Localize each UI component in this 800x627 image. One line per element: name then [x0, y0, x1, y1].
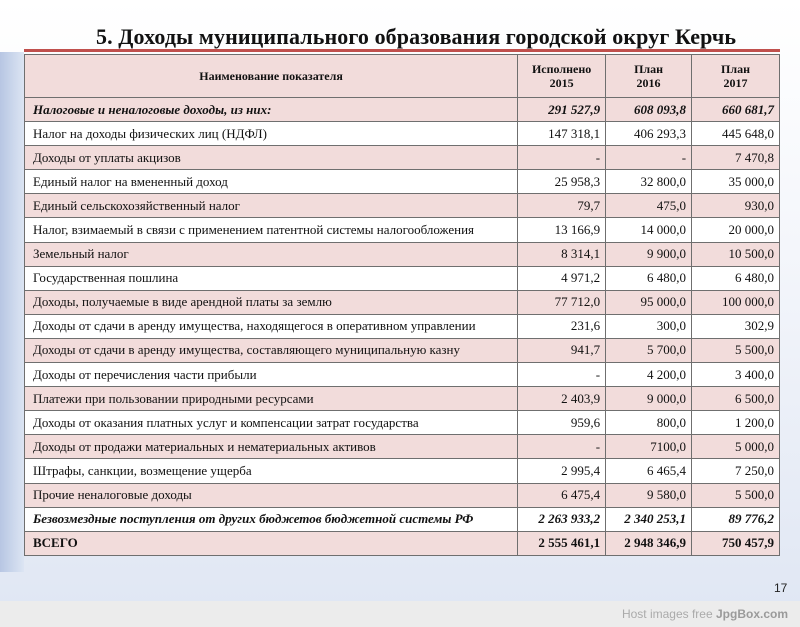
footer-watermark[interactable] — [622, 607, 788, 621]
table-row — [25, 218, 780, 242]
value-2015: 941,7 — [518, 338, 606, 362]
row-name: Налог, взимаемый в связи с применением патентной системы налогообложения — [25, 218, 518, 242]
value-2017: 302,9 — [692, 314, 780, 338]
table-row — [25, 338, 780, 362]
value-2015: 231,6 — [518, 314, 606, 338]
row-name: Доходы от перечисления части прибыли — [25, 363, 518, 387]
table-row — [25, 266, 780, 290]
table-row — [25, 314, 780, 338]
table-row — [25, 435, 780, 459]
header-plan-2017 — [692, 55, 780, 98]
decorative-left-band — [0, 52, 24, 572]
value-2016: 4 200,0 — [606, 363, 692, 387]
value-2015: 25 958,3 — [518, 170, 606, 194]
value-2017: 6 480,0 — [692, 266, 780, 290]
value-2015: - — [518, 146, 606, 170]
table-row — [25, 411, 780, 435]
value-2017: 5 500,0 — [692, 483, 780, 507]
footer-bar — [0, 601, 800, 627]
value-2015: - — [518, 435, 606, 459]
value-2015: 147 318,1 — [518, 122, 606, 146]
value-2017: 660 681,7 — [692, 98, 780, 122]
value-2016: 800,0 — [606, 411, 692, 435]
value-2016: 6 465,4 — [606, 459, 692, 483]
value-2016: 300,0 — [606, 314, 692, 338]
revenue-table — [24, 54, 780, 556]
header-plan-label: План — [634, 62, 664, 76]
value-2016: 95 000,0 — [606, 290, 692, 314]
value-2015: 13 166,9 — [518, 218, 606, 242]
row-name: Штрафы, санкции, возмещение ущерба — [25, 459, 518, 483]
row-name: Доходы от сдачи в аренду имущества, составляющего муниципальную казну — [25, 338, 518, 362]
value-2015: 2 263 933,2 — [518, 507, 606, 531]
value-2015: 8 314,1 — [518, 242, 606, 266]
value-2015: - — [518, 363, 606, 387]
value-2017: 750 457,9 — [692, 531, 780, 555]
header-plan-2016 — [606, 55, 692, 98]
table-row — [25, 146, 780, 170]
value-2017: 20 000,0 — [692, 218, 780, 242]
header-indicator-name: Наименование показателя — [25, 55, 518, 98]
value-2015: 2 995,4 — [518, 459, 606, 483]
value-2015: 959,6 — [518, 411, 606, 435]
value-2016: 6 480,0 — [606, 266, 692, 290]
value-2016: - — [606, 146, 692, 170]
value-2016: 608 093,8 — [606, 98, 692, 122]
row-name: Доходы от продажи материальных и нематериальных активов — [25, 435, 518, 459]
value-2016: 2 340 253,1 — [606, 507, 692, 531]
value-2017: 1 200,0 — [692, 411, 780, 435]
slide-title: 5. Доходы муниципального образования городской округ Керчь — [96, 24, 737, 49]
row-name: Безвозмездные поступления от других бюджетов бюджетной системы РФ — [25, 507, 518, 531]
row-name: Налоговые и неналоговые доходы, из них: — [25, 98, 518, 122]
header-executed-label: Исполнено — [531, 62, 592, 76]
header-plan-label: План — [721, 62, 750, 76]
footer-brand: JpgBox.com — [715, 607, 788, 621]
value-2017: 3 400,0 — [692, 363, 780, 387]
row-name: Налог на доходы физических лиц (НДФЛ) — [25, 122, 518, 146]
row-name: Платежи при пользовании природными ресурсами — [25, 387, 518, 411]
value-2017: 930,0 — [692, 194, 780, 218]
value-2016: 9 580,0 — [606, 483, 692, 507]
value-2016: 32 800,0 — [606, 170, 692, 194]
value-2016: 14 000,0 — [606, 218, 692, 242]
title-underline — [24, 49, 780, 52]
value-2017: 6 500,0 — [692, 387, 780, 411]
value-2016: 7100,0 — [606, 435, 692, 459]
row-name: Земельный налог — [25, 242, 518, 266]
footer-text-prefix: Host images free — [621, 607, 716, 621]
value-2017: 35 000,0 — [692, 170, 780, 194]
table-row — [25, 507, 780, 531]
value-2015: 291 527,9 — [518, 98, 606, 122]
value-2017: 5 500,0 — [692, 338, 780, 362]
value-2016: 9 000,0 — [606, 387, 692, 411]
table-row — [25, 122, 780, 146]
value-2017: 5 000,0 — [692, 435, 780, 459]
table-header-row — [25, 55, 780, 98]
row-name: Прочие неналоговые доходы — [25, 483, 518, 507]
table-row — [25, 459, 780, 483]
value-2017: 100 000,0 — [692, 290, 780, 314]
header-year-2017: 2017 — [723, 76, 748, 90]
table-row — [25, 242, 780, 266]
value-2015: 6 475,4 — [518, 483, 606, 507]
value-2015: 77 712,0 — [518, 290, 606, 314]
row-name: ВСЕГО — [25, 531, 518, 555]
row-name: Единый сельскохозяйственный налог — [25, 194, 518, 218]
table-row — [25, 194, 780, 218]
table-row — [25, 387, 780, 411]
value-2017: 89 776,2 — [692, 507, 780, 531]
value-2016: 2 948 346,9 — [606, 531, 692, 555]
value-2017: 445 648,0 — [692, 122, 780, 146]
value-2015: 79,7 — [518, 194, 606, 218]
table-row — [25, 483, 780, 507]
row-name: Доходы, получаемые в виде арендной платы за землю — [25, 290, 518, 314]
header-year-2015: 2015 — [549, 76, 574, 90]
table-row — [25, 363, 780, 387]
value-2015: 2 403,9 — [518, 387, 606, 411]
value-2015: 4 971,2 — [518, 266, 606, 290]
page-number: 17 — [774, 581, 788, 595]
row-name: Доходы от сдачи в аренду имущества, находящегося в оперативном управлении — [25, 314, 518, 338]
row-name: Единый налог на вмененный доход — [25, 170, 518, 194]
value-2015: 2 555 461,1 — [518, 531, 606, 555]
value-2016: 475,0 — [606, 194, 692, 218]
table-row — [25, 98, 780, 122]
header-year-2016: 2016 — [636, 76, 661, 90]
header-executed-2015 — [518, 55, 606, 98]
table-row — [25, 170, 780, 194]
value-2017: 7 250,0 — [692, 459, 780, 483]
value-2016: 5 700,0 — [606, 338, 692, 362]
value-2017: 10 500,0 — [692, 242, 780, 266]
table-row-total — [25, 531, 780, 555]
row-name: Доходы от уплаты акцизов — [25, 146, 518, 170]
value-2017: 7 470,8 — [692, 146, 780, 170]
row-name: Государственная пошлина — [25, 266, 518, 290]
value-2016: 406 293,3 — [606, 122, 692, 146]
row-name: Доходы от оказания платных услуг и компенсации затрат государства — [25, 411, 518, 435]
value-2016: 9 900,0 — [606, 242, 692, 266]
table-row — [25, 290, 780, 314]
